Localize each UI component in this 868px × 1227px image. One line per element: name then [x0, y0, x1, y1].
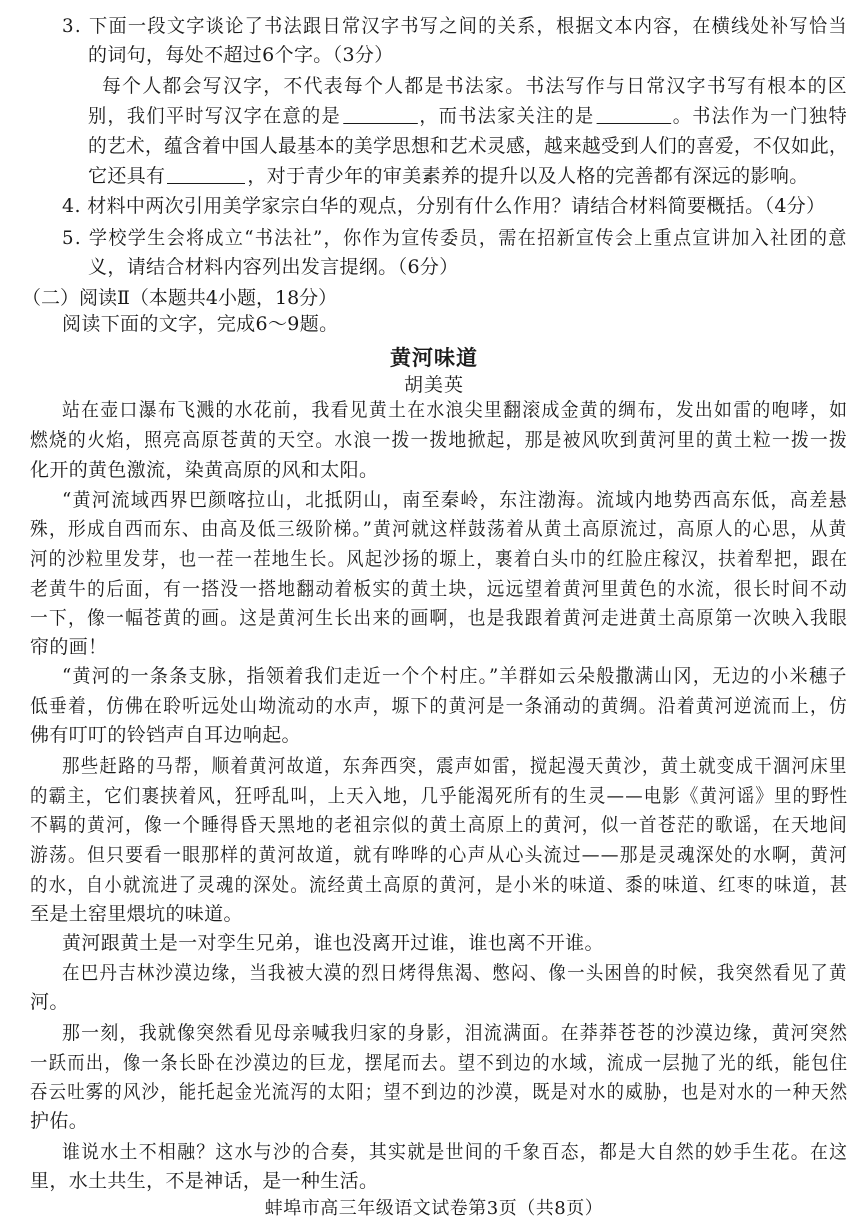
article-title: 黄河味道 — [390, 345, 478, 370]
article-line: 河。 — [30, 991, 69, 1013]
article-line: 游荡。但只要看一眼那样的黄河故道，就有哗哗的心声从心头流过——那是灵魂深处的水啊，黄河 — [30, 844, 849, 866]
passage-text: ，而书法家关注的是 — [419, 105, 595, 127]
article-line: 黄河跟黄土是一对孪生兄弟，谁也没离开过谁，谁也离不开谁。 — [62, 932, 604, 954]
question-3-line-2: 的词句，每处不超过6个字。（3分） — [88, 44, 394, 66]
article-line: 一下，像一幅苍黄的画。这是黄河生长出来的画啊，也是我跟着黄河走进黄土高原第一次映入我眼 — [30, 607, 849, 629]
article-line: 殊，形成自西而东、由高及低三级阶梯。”黄河就这样鼓荡着从黄土高原流过，高原人的心思，从黄 — [30, 518, 848, 540]
question-4: 4. 材料中两次引用美学家宗白华的观点，分别有什么作用？请结合材料简要概括。（4分） — [62, 195, 826, 217]
article-line: “黄河流域西界巴颜喀拉山，北抵阴山，南至秦岭，东注渤海。流域内地势西高东低，高差悬 — [62, 489, 849, 511]
article-line: 河的沙粒里发芽，也一茬一茬地生长。风起沙扬的塬上，裹着白头巾的红脸庄稼汉，扶着犁把，跟在 — [30, 548, 849, 570]
passage-text: 。书法作为一门独特 — [672, 105, 848, 127]
answer-blank-3[interactable] — [167, 167, 245, 184]
page-footer: 蚌埠市高三年级语文试卷第3页（共8页） — [264, 1198, 604, 1219]
question-3-passage-line-1: 每个人都会写汉字，不代表每个人都是书法家。书法写作与日常汉字书写有根本的区 — [102, 75, 848, 97]
article-line: 那些赶路的马帮，顺着黄河故道，东奔西突，震声如雷，搅起漫天黄沙，黄土就变成干涸河床里 — [62, 755, 848, 777]
article-line: 老黄牛的后面，有一搭没一搭地翻动着板实的黄土块，远远望着黄河里黄色的水流，很长时间不动 — [30, 578, 849, 600]
question-3-passage-line-3: 的艺术，蕴含着中国人最基本的美学思想和艺术灵感，越来越受到人们的喜爱，不仅如此， — [88, 135, 849, 157]
article-line: 那一刻，我就像突然看见母亲喊我归家的身影，泪流满面。在莽莽苍苍的沙漠边缘，黄河突然 — [62, 1022, 849, 1044]
article-line: 化开的黄色激流，染黄高原的风和太阳。 — [30, 459, 379, 481]
article-line: 在巴丹吉林沙漠边缘，当我被大漠的烈日烤得焦渴、憋闷、像一头困兽的时候，我突然看见了黄 — [62, 962, 848, 984]
article-line: 的水，自小就流进了灵魂的深处。流经黄土高原的黄河，是小米的味道、黍的味道、红枣的味道，甚 — [30, 874, 849, 896]
article-line: 里，水土共生，不是神话，是一种生活。 — [30, 1170, 379, 1192]
article-author: 胡美英 — [403, 374, 464, 396]
article-line: 护佑。 — [30, 1110, 89, 1132]
article-line: 佛有叮叮的铃铛声自耳边响起。 — [30, 724, 301, 746]
question-5-line-1: 5. 学校学生会将成立“书法社”，你作为宣传委员，需在招新宣传会上重点宣讲加入社团的意 — [62, 227, 848, 249]
article-line: 燃烧的火焰，照亮高原苍黄的天空。水浪一拨一拨地掀起，那是被风吹到黄河里的黄土粒一拨一拨 — [30, 429, 849, 451]
answer-blank-1[interactable] — [343, 107, 418, 124]
answer-blank-2[interactable] — [596, 107, 671, 124]
article-line: 吞云吐雾的风沙，能托起金光流泻的太阳；望不到边的沙漠，既是对水的威胁，也是对水的一种天然 — [30, 1081, 849, 1103]
article-line: 站在壶口瀑布飞溅的水花前，我看见黄土在水浪尖里翻滚成金黄的绸布，发出如雷的咆哮，如 — [62, 399, 849, 421]
article-line: 至是土窑里煨坑的味道。 — [30, 903, 243, 925]
question-3-line-1: 3. 下面一段文字谈论了书法跟日常汉字书写之间的关系，根据文本内容，在横线处补写恰当 — [62, 15, 848, 37]
section-header: （二）阅读Ⅱ（本题共4小题，18分） — [22, 287, 338, 309]
passage-text: 别，我们平时写汉字在意的是 — [88, 105, 341, 127]
article-line: 一跃而出，像一条长卧在沙漠边的巨龙，摆尾而去。望不到边的水域，流成一层抛了光的纸，能包住 — [30, 1052, 849, 1074]
section-instruction: 阅读下面的文字，完成6～9题。 — [62, 313, 339, 335]
passage-text: 它还具有 — [88, 165, 166, 187]
article-line: 帘的画！ — [30, 636, 108, 658]
question-3-passage-line-4 — [88, 164, 809, 188]
article-line: 不羁的黄河，像一个睡得昏天黑地的老祖宗似的黄土高原上的黄河，似一首苍茫的歌谣，在天地间 — [30, 814, 849, 836]
article-line: “黄河的一条条支脉，指领着我们走近一个个村庄。”羊群如云朵般撒满山冈，无边的小米穗子 — [62, 665, 848, 687]
article-line: 低垂着，仿佛在聆听远处山坳流动的水声，塬下的黄河是一条涌动的黄绸。沿着黄河逆流而上，仿 — [30, 695, 849, 717]
passage-text: ，对于青少年的审美素养的提升以及人格的完善都有深远的影响。 — [247, 165, 809, 187]
article-line: 谁说水土不相融？这水与沙的合奏，其实就是世间的千象百态，都是大自然的妙手生花。在这 — [62, 1141, 849, 1163]
question-5-line-2: 义，请结合材料内容列出发言提纲。（6分） — [88, 256, 459, 278]
article-line: 的霸主，它们裹挟着风，狂呼乱叫，上天入地，几乎能渴死所有的生灵——电影《黄河谣》里的野性 — [30, 785, 849, 807]
question-3-passage-line-2 — [88, 104, 848, 128]
